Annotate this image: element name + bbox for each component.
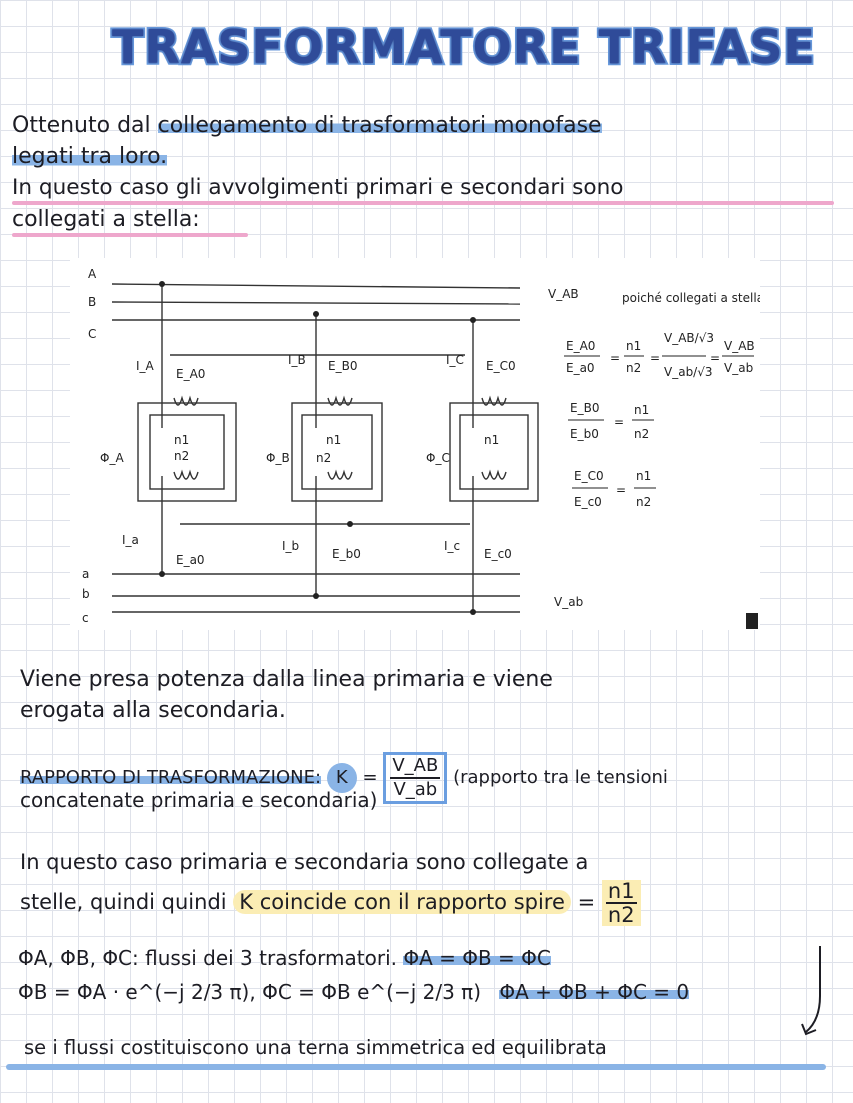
turns-n1: n1 [174, 433, 190, 447]
flux-phiA: Φ_A [100, 451, 124, 465]
svg-text:=: = [710, 351, 721, 365]
eq1-mid-num: V_AB/√3 [664, 331, 714, 345]
k-symbol: K [327, 763, 357, 793]
svg-text:=: = [610, 351, 621, 365]
eq1-rhs-num: V_AB [724, 339, 755, 353]
eq3-lhs-den: E_c0 [574, 495, 602, 509]
blue-underline [6, 1064, 826, 1070]
ratio-label: RAPPORTO DI TRASFORMAZIONE: [20, 767, 322, 788]
svg-text:=: = [650, 351, 661, 365]
ratio-note-2: concatenate primaria e secondaria) [20, 788, 378, 812]
emf-EA0: E_A0 [176, 367, 206, 381]
emf-EC0: E_C0 [486, 359, 516, 373]
label-Vab: V_ab [554, 595, 584, 609]
circuit-diagram [70, 258, 760, 630]
body-line-7: In questo caso primaria e secondaria sono collegate a [20, 850, 589, 874]
intro-line-1 [12, 112, 602, 140]
label-C: C [88, 327, 97, 341]
eq1-ratio-num: n1 [626, 339, 642, 353]
flux-eq-c: ΦC = ΦB e^(−j 2/3 π) [262, 980, 482, 1004]
equals-sign: = [362, 767, 378, 788]
star-note: poiché collegati a stella [622, 291, 760, 305]
label-VAB: V_AB [548, 287, 579, 301]
current-Ia: I_a [122, 533, 139, 547]
eq2-lhs-num: E_B0 [570, 401, 600, 415]
k-fraction-box [383, 752, 447, 804]
flux-phiC: Φ_C [426, 451, 450, 465]
emf-Eb0: E_b0 [332, 547, 361, 561]
turns-n1: n1 [484, 433, 500, 447]
turns-n1: n1 [326, 433, 342, 447]
emf-Ec0: E_c0 [484, 547, 512, 561]
intro-text: Ottenuto dal [12, 113, 158, 138]
intro-line-2: legati tra loro. [12, 144, 168, 169]
label-a: a [82, 567, 90, 581]
primary-line [112, 284, 520, 288]
emf-Ea0: E_a0 [176, 553, 205, 567]
eq1-mid-den: V_ab/√3 [664, 365, 713, 379]
svg-text:=: = [616, 483, 627, 497]
intro-line-3: In questo caso gli avvolgimenti primari e secondari sono [12, 175, 624, 200]
label-b: b [82, 587, 90, 601]
label-c: c [82, 611, 89, 625]
primary-line [112, 302, 520, 304]
emf-EB0: E_B0 [328, 359, 358, 373]
eq3-ratio-den: n2 [636, 495, 652, 509]
turns-n2: n2 [316, 451, 332, 465]
eq2-ratio-den: n2 [634, 427, 650, 441]
eq3-ratio-num: n1 [636, 469, 652, 483]
label-B: B [88, 295, 97, 309]
k-den: V_ab [393, 779, 438, 800]
eq1-lhs-num: E_A0 [566, 339, 596, 353]
eq1-lhs-den: E_a0 [566, 361, 595, 375]
turns-n2: n2 [174, 449, 190, 463]
label-A: A [88, 267, 97, 281]
k-coincide-highlight: K coincide con il rapporto spire [233, 890, 571, 914]
eq2-lhs-den: E_b0 [570, 427, 599, 441]
current-IA: I_A [136, 359, 154, 373]
flux-phiB: Φ_B [266, 451, 290, 465]
spire-num: n1 [607, 879, 635, 903]
eq1-ratio-den: n2 [626, 361, 642, 375]
ratio-note: (rapporto tra le tensioni [453, 767, 668, 788]
equals-sign: = [577, 890, 596, 914]
flux-list: ΦA, ΦB, ΦC: flussi dei 3 trasformatori. [18, 946, 397, 970]
body-line-8-text: stelle, quindi quindi [20, 890, 234, 914]
current-Ic: I_c [444, 539, 461, 553]
flux-row-1 [18, 944, 551, 972]
spire-den: n2 [607, 903, 635, 927]
current-IB: I_B [288, 353, 306, 367]
current-Ib: I_b [282, 539, 300, 553]
intro-highlight: collegamento di trasformatori monofase [157, 113, 602, 138]
page-title: TRASFORMATORE TRIFASE [112, 20, 816, 74]
body-line-8 [20, 880, 641, 926]
eq2-ratio-num: n1 [634, 403, 650, 417]
pink-underline [12, 233, 248, 237]
flux-eq-b: ΦB = ΦA · e^(−j 2/3 π) [18, 980, 250, 1004]
conclusion: se i flussi costituiscono una terna simmetrica ed equilibrata [24, 1036, 607, 1059]
eq1-rhs-den: V_ab [724, 361, 754, 375]
intro-line-4: collegati a stella: [12, 207, 200, 232]
flux-sum-highlight: ΦA + ΦB + ΦC = 0 [499, 980, 690, 1004]
current-IC: I_C [446, 353, 464, 367]
k-fraction [390, 755, 440, 801]
pink-underline [12, 201, 834, 205]
body-line-5: Viene presa potenza dalla linea primaria e viene [20, 667, 553, 692]
svg-text:=: = [614, 415, 625, 429]
body-line-6: erogata alla secondaria. [20, 698, 286, 723]
spire-fraction [602, 880, 641, 926]
arrow-icon [800, 944, 844, 1040]
eq3-lhs-num: E_C0 [574, 469, 604, 483]
three-phase-transformer-schematic [70, 258, 760, 630]
k-num: V_AB [390, 755, 440, 779]
flux-equal-highlight: ΦA = ΦB = ΦC [403, 946, 551, 970]
flux-row-2: ΦB = ΦA · e^(−j 2/3 π), ΦC = ΦB e^(−j 2/3 π) ΦA + ΦB + ΦC = 0 [18, 980, 690, 1004]
black-marker [746, 613, 758, 629]
